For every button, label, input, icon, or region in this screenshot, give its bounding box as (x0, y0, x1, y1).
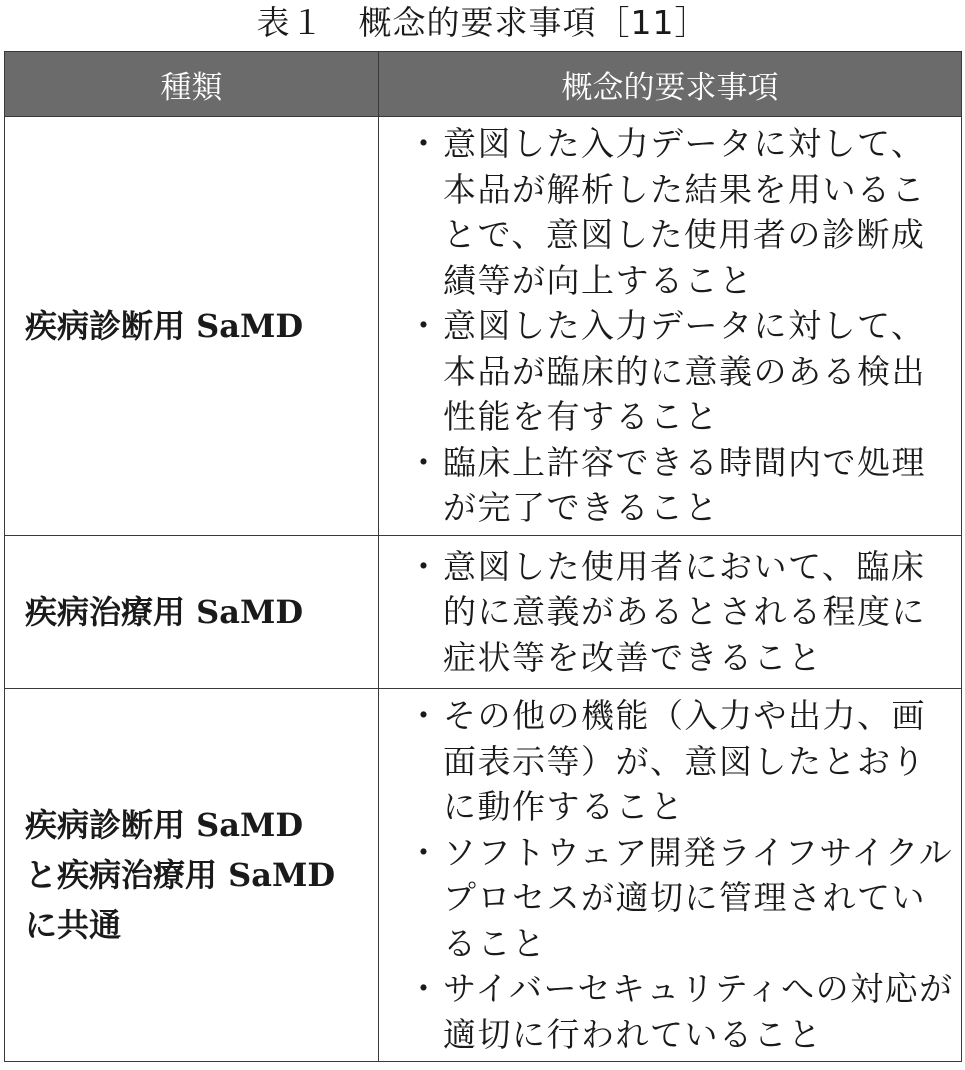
requirement-text: ソフトウェア開発ライフサイクルプロセスが適切に管理されていること (443, 832, 954, 963)
requirement-text: その他の機能（入力や出力、画面表示等）が、意図したとおりに動作すること (443, 696, 926, 826)
bullet-mark: ・ (407, 832, 442, 872)
list-item (407, 830, 955, 967)
header-type: 種類 (5, 52, 379, 117)
list-item (407, 303, 955, 440)
table-header-row (5, 52, 962, 117)
requirement-text: サイバーセキュリティへの対応が適切に行われていること (443, 969, 954, 1054)
requirement-text: 意図した入力データに対して、本品が解析した結果を用いることで、意図した使用者の診断成績等が向上すること (443, 124, 926, 300)
bullet-mark: ・ (407, 696, 442, 735)
requirement-text: 臨床上許容できる時間内で処理が完了できること (443, 442, 926, 528)
list-item (407, 966, 955, 1057)
bullet-mark: ・ (407, 442, 442, 482)
requirement-text: 意図した使用者において、臨床的に意義があるとされる程度に症状等を改善できること (443, 546, 926, 677)
list-item (407, 440, 955, 531)
row-requirements-therapeutic (379, 536, 962, 689)
requirements-table (4, 51, 962, 1062)
row-type-diagnostic: 疾病診断用 SaMD (5, 117, 379, 536)
list-item (407, 693, 955, 830)
table-row (5, 117, 962, 536)
list-item (407, 544, 955, 681)
requirement-text: 意図した入力データに対して、本品が臨床的に意義のある検出性能を有すること (443, 306, 926, 437)
row-type-therapeutic: 疾病治療用 SaMD (5, 536, 379, 689)
bullet-mark: ・ (407, 124, 442, 164)
row-type-common: 疾病診断用 SaMD と疾病治療用 SaMD に共通 (5, 689, 379, 1062)
list-item (407, 121, 955, 303)
row-requirements-common (379, 689, 962, 1062)
row-requirements-diagnostic (379, 117, 962, 536)
bullet-mark: ・ (407, 969, 442, 1008)
bullet-mark: ・ (407, 546, 442, 586)
table-row (5, 689, 962, 1062)
table-caption: 表１ 概念的要求事項［11］ (256, 3, 709, 42)
table-row (5, 536, 962, 689)
header-requirements: 概念的要求事項 (379, 52, 962, 117)
bullet-mark: ・ (407, 306, 442, 346)
